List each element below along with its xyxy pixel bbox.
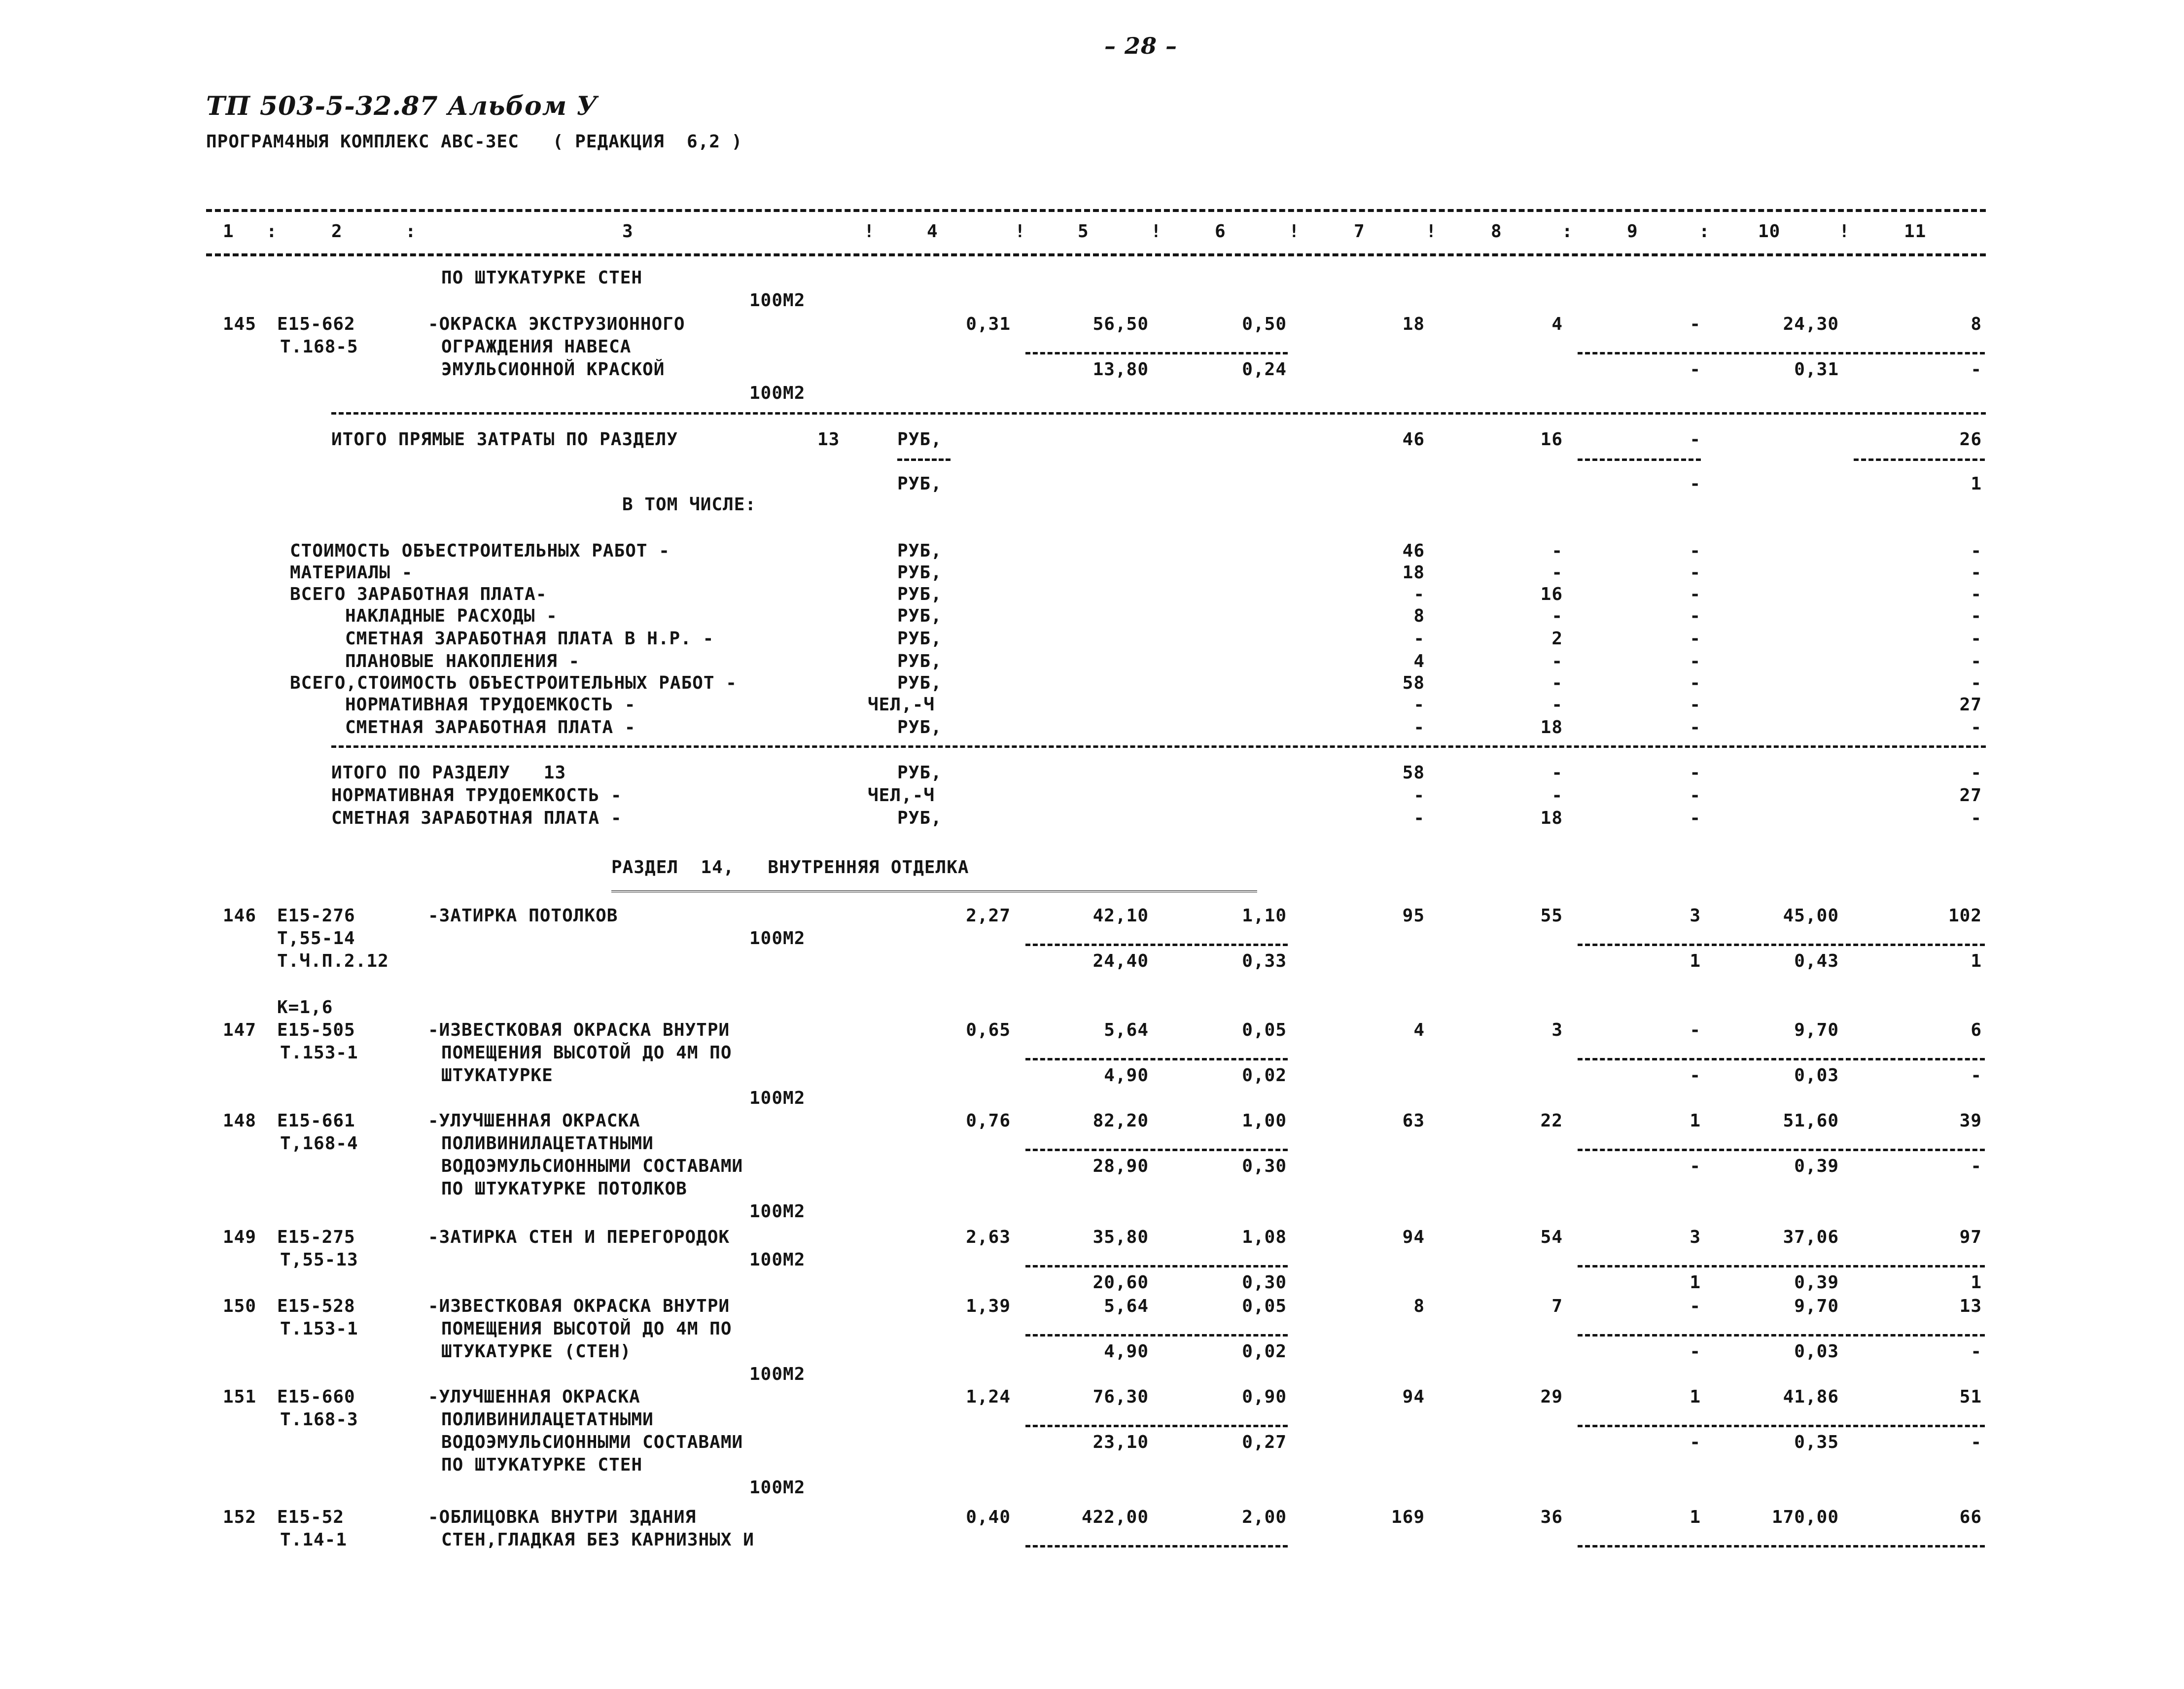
work-description: ШТУКАТУРКЕ (СТЕН)	[441, 1341, 632, 1362]
total-wage: 2	[1551, 629, 1563, 649]
work-description: ПО ШТУКАТУРКЕ ПОТОЛКОВ	[441, 1179, 687, 1199]
unit-cost: 82,20	[1092, 1111, 1149, 1131]
column-header: 5	[1078, 221, 1089, 242]
column-separator: :	[405, 221, 417, 242]
unit-label: РУБ,	[897, 474, 942, 494]
unit-cost: 5,64	[1104, 1296, 1149, 1316]
unit-wage-machine: 0,02	[1242, 1341, 1287, 1362]
labor-machine: 0,03	[1794, 1341, 1839, 1362]
cell-divider	[1578, 1265, 1985, 1267]
total-wage: 7	[1551, 1296, 1563, 1316]
column-header: 1	[223, 221, 234, 242]
total-cost: 95	[1402, 906, 1425, 926]
total-wage: 3	[1551, 1020, 1563, 1040]
column-header: 9	[1627, 221, 1638, 242]
machine-wage: -	[1690, 359, 1701, 380]
breakdown-label: СМЕТНАЯ ЗАРАБОТНАЯ ПЛАТА -	[345, 717, 636, 738]
cell-divider	[1025, 1425, 1288, 1427]
machine-cost: -	[1690, 763, 1701, 783]
norm-reference: Т.Ч.П.2.12	[277, 951, 389, 971]
total-wage: -	[1551, 606, 1563, 626]
cell-divider	[1578, 1334, 1985, 1337]
total-wage: -	[1551, 651, 1563, 671]
breakdown-label: НАКЛАДНЫЕ РАСХОДЫ -	[345, 606, 558, 626]
section-subheader: ПО ШТУКАТУРКЕ СТЕН	[441, 268, 643, 288]
norm-code: Е15-660	[277, 1387, 355, 1407]
unit-cost-machine: 4,90	[1104, 1065, 1149, 1086]
labor-total: 13	[1959, 1296, 1982, 1316]
unit-label: РУБ,	[897, 584, 942, 604]
page-number: – 28 –	[1104, 33, 1178, 59]
section-total-label: НОРМАТИВНАЯ ТРУДОЕМКОСТЬ -	[331, 785, 622, 806]
total-cost: 58	[1402, 673, 1425, 693]
labor-machine: 0,43	[1794, 951, 1839, 971]
unit-wage: 1,08	[1242, 1227, 1287, 1247]
document-title: ТП 503-5-32.87 Альбом У	[206, 91, 598, 121]
norm-code: Е15-276	[277, 906, 355, 926]
labor-total: -	[1971, 651, 1982, 671]
labor-total: -	[1971, 673, 1982, 693]
total-wage: 36	[1540, 1507, 1563, 1527]
machine-wage: -	[1690, 1065, 1701, 1086]
column-header-rule	[206, 253, 1986, 256]
total-cost: 4	[1413, 651, 1425, 671]
total-wage: -	[1551, 563, 1563, 583]
column-separator: !	[1151, 221, 1162, 242]
unit-cost: 5,64	[1104, 1020, 1149, 1040]
including-heading: В ТОМ ЧИСЛЕ:	[622, 494, 757, 515]
total-cost: -	[1413, 584, 1425, 604]
labor-machine: 0,35	[1794, 1432, 1839, 1452]
work-description: СТЕН,ГЛАДКАЯ БЕЗ КАРНИЗНЫХ И	[441, 1530, 754, 1550]
row-number: 149	[223, 1227, 257, 1247]
labor-norm: 9,70	[1794, 1296, 1839, 1316]
subtotal-rule	[331, 745, 1986, 748]
machine-cost: -	[1690, 808, 1701, 828]
column-header: 3	[622, 221, 634, 242]
total-cost: 94	[1402, 1227, 1425, 1247]
work-description: ЭМУЛЬСИОННОЙ КРАСКОЙ	[441, 359, 665, 380]
unit-wage-machine: 0,24	[1242, 359, 1287, 380]
column-header: 8	[1491, 221, 1502, 242]
work-description: ВОДОЭМУЛЬСИОННЫМИ СОСТАВАМИ	[441, 1156, 743, 1176]
labor-total: 8	[1971, 314, 1982, 334]
labor-total: 51	[1959, 1387, 1982, 1407]
labor-norm: 45,00	[1783, 906, 1839, 926]
breakdown-label: СМЕТНАЯ ЗАРАБОТНАЯ ПЛАТА В Н.Р. -	[345, 629, 714, 649]
subtotal-rule	[331, 412, 1986, 415]
column-separator: !	[1289, 221, 1300, 242]
row-number: 151	[223, 1387, 257, 1407]
norm-reference: Т.168-5	[280, 337, 358, 357]
unit-label: 100М2	[749, 928, 806, 949]
norm-reference: Т.168-3	[280, 1409, 358, 1430]
unit-label: РУБ,	[897, 541, 942, 561]
labor-norm: 41,86	[1783, 1387, 1839, 1407]
machine-cost: -	[1690, 629, 1701, 649]
unit-label: 100М2	[749, 290, 806, 311]
labor-total: 39	[1959, 1111, 1982, 1131]
unit-wage-machine: 0,30	[1242, 1156, 1287, 1176]
machine-cost: 1	[1690, 1387, 1701, 1407]
labor-norm: 24,30	[1783, 314, 1839, 334]
section-total-label: СМЕТНАЯ ЗАРАБОТНАЯ ПЛАТА -	[331, 808, 622, 828]
machine-wage: -	[1690, 1341, 1701, 1362]
unit-wage-machine: 0,02	[1242, 1065, 1287, 1086]
work-description: ПОМЕЩЕНИЯ ВЫСОТОЙ ДО 4М ПО	[441, 1043, 732, 1063]
unit-cost-machine: 20,60	[1092, 1272, 1149, 1293]
labor-machine: 0,31	[1794, 359, 1839, 380]
total-cost: 4	[1413, 1020, 1425, 1040]
cell-divider	[1578, 1058, 1985, 1060]
unit-wage: 0,90	[1242, 1387, 1287, 1407]
labor-machine-total: 1	[1971, 1272, 1982, 1293]
labor-total: 27	[1959, 695, 1982, 715]
total-cost: 46	[1402, 429, 1425, 450]
labor-total: -	[1971, 541, 1982, 561]
breakdown-label: ПЛАНОВЫЕ НАКОПЛЕНИЯ -	[345, 651, 580, 671]
cell-divider	[1578, 944, 1985, 946]
labor-norm: 170,00	[1771, 1507, 1839, 1527]
unit-label: РУБ,	[897, 763, 942, 783]
work-description: ПО ШТУКАТУРКЕ СТЕН	[441, 1455, 643, 1475]
unit-label: РУБ,	[897, 429, 942, 450]
unit-wage: 0,05	[1242, 1020, 1287, 1040]
machine-cost: 1	[1690, 1507, 1701, 1527]
labor-machine-total: -	[1971, 1341, 1982, 1362]
section-total-label: ИТОГО ПО РАЗДЕЛУ 13	[331, 763, 566, 783]
machine-cost: 3	[1690, 906, 1701, 926]
work-description: -ИЗВЕСТКОВАЯ ОКРАСКА ВНУТРИ	[428, 1296, 730, 1316]
column-header: 10	[1758, 221, 1781, 242]
machine-wage: -	[1690, 1432, 1701, 1452]
labor-machine: 0,39	[1794, 1272, 1839, 1293]
labor-norm: 37,06	[1783, 1227, 1839, 1247]
quantity: 1,24	[966, 1387, 1011, 1407]
labor-machine-total: 1	[1971, 951, 1982, 971]
machine-wage: 1	[1690, 1272, 1701, 1293]
total-wage: -	[1551, 695, 1563, 715]
total-cost: -	[1413, 808, 1425, 828]
labor-total: 97	[1959, 1227, 1982, 1247]
labor-total: -	[1971, 563, 1982, 583]
total-wage: 16	[1540, 429, 1563, 450]
quantity: 0,65	[966, 1020, 1011, 1040]
column-separator: !	[1839, 221, 1850, 242]
unit-label: РУБ,	[897, 629, 942, 649]
machine-wage: -	[1690, 1156, 1701, 1176]
cell-divider	[1025, 1265, 1288, 1267]
cell-divider	[1854, 458, 1985, 461]
coefficient: К=1,6	[277, 997, 333, 1018]
total-label: ИТОГО ПРЯМЫЕ ЗАТРАТЫ ПО РАЗДЕЛУ	[331, 429, 678, 450]
total-wage: -	[1551, 673, 1563, 693]
machine-cost: -	[1690, 1020, 1701, 1040]
cell-divider	[1025, 1545, 1288, 1548]
total-wage: 18	[1540, 717, 1563, 738]
labor-total: 66	[1959, 1507, 1982, 1527]
total-wage: 18	[1540, 808, 1563, 828]
unit-wage: 0,50	[1242, 314, 1287, 334]
machine-cost: -	[1690, 314, 1701, 334]
labor-machine: 0,39	[1794, 1156, 1839, 1176]
quantity: 2,27	[966, 906, 1011, 926]
breakdown-label: ВСЕГО,СТОИМОСТЬ ОБЪЕСТРОИТЕЛЬНЫХ РАБОТ -	[290, 673, 737, 693]
labor-total: -	[1971, 629, 1982, 649]
row-number: 148	[223, 1111, 257, 1131]
row-number: 146	[223, 906, 257, 926]
machine-cost: -	[1690, 695, 1701, 715]
total-cost: 46	[1402, 541, 1425, 561]
norm-reference: Т,55-14	[277, 928, 355, 949]
machine-cost: -	[1690, 1296, 1701, 1316]
labor-total: -	[1971, 717, 1982, 738]
unit-label: РУБ,	[897, 651, 942, 671]
work-description: -УЛУЧШЕННАЯ ОКРАСКА	[428, 1111, 640, 1131]
machine-cost: 3	[1690, 1227, 1701, 1247]
machine-cost: -	[1690, 541, 1701, 561]
total-cost: 58	[1402, 763, 1425, 783]
total-cost: 18	[1402, 563, 1425, 583]
cell-divider	[1578, 352, 1985, 354]
labor-total: -	[1971, 606, 1982, 626]
breakdown-label: НОРМАТИВНАЯ ТРУДОЕМКОСТЬ -	[345, 695, 636, 715]
row-number: 152	[223, 1507, 257, 1527]
labor-total: -	[1971, 763, 1982, 783]
quantity: 0,76	[966, 1111, 1011, 1131]
labor-machine-total: -	[1971, 1156, 1982, 1176]
work-description: ВОДОЭМУЛЬСИОННЫМИ СОСТАВАМИ	[441, 1432, 743, 1452]
work-description: -ИЗВЕСТКОВАЯ ОКРАСКА ВНУТРИ	[428, 1020, 730, 1040]
unit-wage-machine: 0,27	[1242, 1432, 1287, 1452]
labor-total: 26	[1959, 429, 1982, 450]
norm-reference: Т,55-13	[280, 1250, 358, 1270]
work-description: -ОБЛИЦОВКА ВНУТРИ ЗДАНИЯ	[428, 1507, 697, 1527]
unit-label: 100М2	[749, 1201, 806, 1222]
total-cost: 8	[1413, 606, 1425, 626]
cell-divider	[1025, 1058, 1288, 1060]
total-cost: 18	[1402, 314, 1425, 334]
total-wage: 29	[1540, 1387, 1563, 1407]
work-description: -ЗАТИРКА СТЕН И ПЕРЕГОРОДОК	[428, 1227, 730, 1247]
cell-divider	[1025, 352, 1288, 354]
total-wage: 4	[1551, 314, 1563, 334]
total-wage: -	[1551, 785, 1563, 806]
total-cost: -	[1413, 695, 1425, 715]
unit-wage-machine: 0,30	[1242, 1272, 1287, 1293]
section-heading: РАЗДЕЛ 14, ВНУТРЕННЯЯ ОТДЕЛКА	[611, 857, 969, 878]
total-wage: 55	[1540, 906, 1563, 926]
breakdown-label: МАТЕРИАЛЫ -	[290, 563, 413, 583]
labor-machine-total: -	[1971, 1065, 1982, 1086]
unit-wage-machine: 0,33	[1242, 951, 1287, 971]
column-header: 7	[1354, 221, 1365, 242]
column-header: 6	[1215, 221, 1226, 242]
total-wage: -	[1551, 763, 1563, 783]
unit-label: РУБ,	[897, 606, 942, 626]
machine-cost: 1	[1690, 1111, 1701, 1131]
unit-label: 100М2	[749, 1478, 806, 1498]
unit-label: РУБ,	[897, 563, 942, 583]
work-description: -ОКРАСКА ЭКСТРУЗИОННОГО	[428, 314, 685, 334]
norm-code: Е15-662	[277, 314, 355, 334]
unit-cost: 35,80	[1092, 1227, 1149, 1247]
column-separator: !	[1015, 221, 1026, 242]
norm-reference: Т.153-1	[280, 1319, 358, 1339]
work-description: ШТУКАТУРКЕ	[441, 1065, 553, 1086]
total-wage: 22	[1540, 1111, 1563, 1131]
labor-total: 27	[1959, 785, 1982, 806]
work-description: ПОМЕЩЕНИЯ ВЫСОТОЙ ДО 4М ПО	[441, 1319, 732, 1339]
total-cost: 94	[1402, 1387, 1425, 1407]
column-separator: :	[266, 221, 278, 242]
machine-cost: -	[1690, 651, 1701, 671]
labor-norm: 51,60	[1783, 1111, 1839, 1131]
unit-wage: 2,00	[1242, 1507, 1287, 1527]
quantity: 0,31	[966, 314, 1011, 334]
column-separator: :	[1699, 221, 1710, 242]
labor-norm: 9,70	[1794, 1020, 1839, 1040]
norm-code: Е15-52	[277, 1507, 345, 1527]
column-separator: !	[864, 221, 875, 242]
norm-reference: Т,168-4	[280, 1133, 358, 1154]
column-header: 11	[1904, 221, 1927, 242]
unit-cost-machine: 24,40	[1092, 951, 1149, 971]
norm-code: Е15-505	[277, 1020, 355, 1040]
unit-cost: 422,00	[1081, 1507, 1149, 1527]
norm-code: Е15-528	[277, 1296, 355, 1316]
column-separator: !	[1426, 221, 1437, 242]
machine-cost: -	[1690, 563, 1701, 583]
work-description: -УЛУЧШЕННАЯ ОКРАСКА	[428, 1387, 640, 1407]
work-description: -ЗАТИРКА ПОТОЛКОВ	[428, 906, 618, 926]
unit-label: РУБ,	[897, 808, 942, 828]
unit-label: РУБ,	[897, 717, 942, 738]
labor-machine-total: -	[1971, 359, 1982, 380]
total-cost: 8	[1413, 1296, 1425, 1316]
machine-cost: -	[1690, 584, 1701, 604]
quantity: 1,39	[966, 1296, 1011, 1316]
unit-wage: 1,10	[1242, 906, 1287, 926]
total-cost: -	[1413, 785, 1425, 806]
machine-wage: -	[1690, 474, 1701, 494]
cell-divider	[897, 458, 951, 461]
cell-divider	[1025, 1334, 1288, 1337]
labor-total: -	[1971, 584, 1982, 604]
unit-wage: 0,05	[1242, 1296, 1287, 1316]
unit-wage: 1,00	[1242, 1111, 1287, 1131]
unit-label: РУБ,	[897, 673, 942, 693]
unit-label: 100М2	[749, 383, 806, 403]
total-wage: -	[1551, 541, 1563, 561]
cell-divider	[1025, 1149, 1288, 1151]
section-number: 13	[817, 429, 840, 450]
total-cost: 63	[1402, 1111, 1425, 1131]
unit-label: 100М2	[749, 1364, 806, 1384]
breakdown-label: СТОИМОСТЬ ОБЪЕСТРОИТЕЛЬНЫХ РАБОТ -	[290, 541, 670, 561]
unit-cost: 42,10	[1092, 906, 1149, 926]
work-description: ОГРАЖДЕНИЯ НАВЕСА	[441, 337, 632, 357]
row-number: 147	[223, 1020, 257, 1040]
unit-cost-machine: 28,90	[1092, 1156, 1149, 1176]
work-description: ПОЛИВИНИЛАЦЕТАТНЫМИ	[441, 1133, 654, 1154]
breakdown-label: ВСЕГО ЗАРАБОТНАЯ ПЛАТА-	[290, 584, 547, 604]
total-cost: -	[1413, 629, 1425, 649]
labor-total: -	[1971, 808, 1982, 828]
row-number: 150	[223, 1296, 257, 1316]
machine-cost: -	[1690, 606, 1701, 626]
unit-label: 100М2	[749, 1088, 806, 1108]
unit-label: 100М2	[749, 1250, 806, 1270]
machine-cost: -	[1690, 785, 1701, 806]
labor-machine-total: 1	[1971, 474, 1982, 494]
unit-cost-machine: 4,90	[1104, 1341, 1149, 1362]
work-description: ПОЛИВИНИЛАЦЕТАТНЫМИ	[441, 1409, 654, 1430]
norm-code: Е15-275	[277, 1227, 355, 1247]
machine-cost: -	[1690, 673, 1701, 693]
norm-reference: Т.14-1	[280, 1530, 348, 1550]
table-top-rule	[206, 209, 1986, 212]
quantity: 2,63	[966, 1227, 1011, 1247]
machine-cost: -	[1690, 717, 1701, 738]
labor-machine: 0,03	[1794, 1065, 1839, 1086]
machine-cost: -	[1690, 429, 1701, 450]
machine-wage: 1	[1690, 951, 1701, 971]
column-header: 4	[927, 221, 938, 242]
norm-code: Е15-661	[277, 1111, 355, 1131]
unit-label: ЧЕЛ,-Ч	[868, 695, 935, 715]
unit-label: ЧЕЛ,-Ч	[868, 785, 935, 806]
labor-total: 102	[1948, 906, 1982, 926]
total-cost: 169	[1391, 1507, 1425, 1527]
section-heading-underline	[611, 890, 1257, 892]
program-subtitle: ПРОГРАМ4НЫЯ КОМПЛЕКС АВС-ЗЕС ( РЕДАКЦИЯ 6,2 )	[206, 132, 743, 152]
labor-machine-total: -	[1971, 1432, 1982, 1452]
total-wage: 54	[1540, 1227, 1563, 1247]
column-header: 2	[331, 221, 343, 242]
cell-divider	[1578, 458, 1701, 461]
labor-total: 6	[1971, 1020, 1982, 1040]
quantity: 0,40	[966, 1507, 1011, 1527]
unit-cost: 56,50	[1092, 314, 1149, 334]
column-separator: :	[1562, 221, 1573, 242]
cell-divider	[1578, 1545, 1985, 1548]
cell-divider	[1025, 944, 1288, 946]
total-cost: -	[1413, 717, 1425, 738]
unit-cost-machine: 13,80	[1092, 359, 1149, 380]
unit-cost: 76,30	[1092, 1387, 1149, 1407]
total-wage: 16	[1540, 584, 1563, 604]
norm-reference: Т.153-1	[280, 1043, 358, 1063]
row-number: 145	[223, 314, 257, 334]
cell-divider	[1578, 1149, 1985, 1151]
unit-cost-machine: 23,10	[1092, 1432, 1149, 1452]
cell-divider	[1578, 1425, 1985, 1427]
